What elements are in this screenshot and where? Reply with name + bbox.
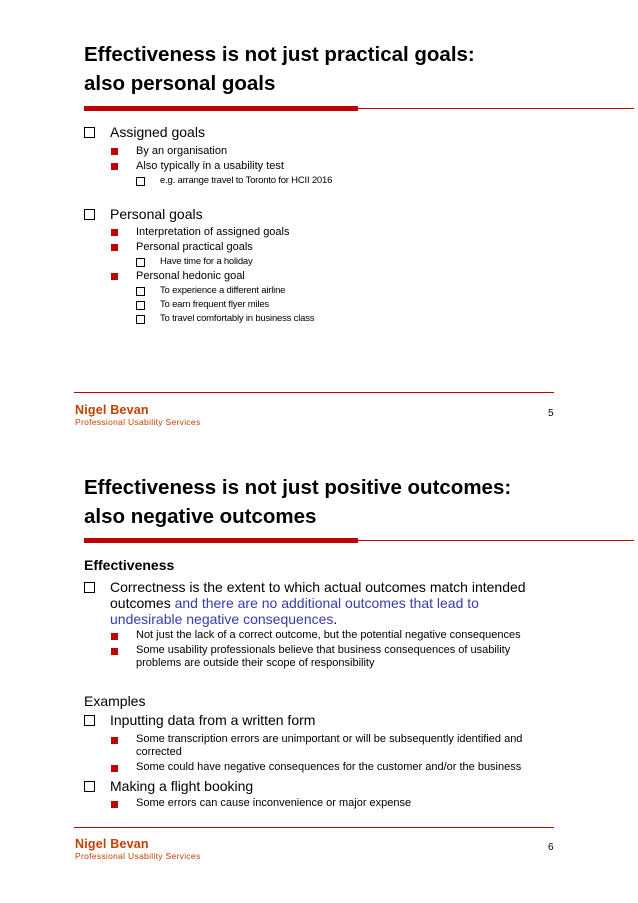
hollow-square-bullet-icon — [84, 582, 95, 593]
page-number: 6 — [548, 842, 554, 853]
logo-name: Nigel Bevan — [75, 403, 149, 417]
correctness-line-3b: . — [333, 611, 338, 627]
square-bullet-icon — [111, 801, 118, 808]
bullet-eg-arrange-travel: e.g. arrange travel to Toronto for HCII 2016 — [160, 175, 333, 186]
bullet-hedonic: Personal hedonic goal — [136, 270, 245, 282]
logo-name: Nigel Bevan — [75, 837, 149, 851]
bullet-also-typically: Also typically in a usability test — [136, 160, 284, 172]
logo-subtitle: Professional Usability Services — [75, 851, 201, 861]
bullet-personal-goals: Personal goals — [110, 206, 203, 222]
bullet-miles: To earn frequent flyer miles — [160, 299, 269, 310]
title-line-1: Effectiveness is not just practical goals: — [84, 43, 475, 66]
section-effectiveness: Effectiveness — [84, 557, 175, 573]
bullet-holiday: Have time for a holiday — [160, 256, 253, 267]
bullet-usability-professionals-line-1: Some usability professionals believe that business consequences of usability — [136, 644, 511, 656]
bullet-not-just-lack: Not just the lack of a correct outcome, but the potential negative consequences — [136, 629, 521, 641]
square-bullet-icon — [111, 648, 118, 655]
bullet-airline: To experience a different airline — [160, 285, 286, 296]
footer-logo — [75, 838, 201, 861]
bullet-business-class: To travel comfortably in business class — [160, 313, 315, 324]
hollow-square-bullet-icon — [84, 781, 95, 792]
correctness-line-3a: undesirable negative consequences — [110, 611, 334, 627]
bullet-inconvenience: Some errors can cause inconvenience or major expense — [136, 797, 412, 809]
bullet-transcription-errors — [136, 733, 522, 759]
bullet-flight-booking: Making a flight booking — [110, 778, 254, 794]
bullet-inputting-data: Inputting data from a written form — [110, 712, 316, 728]
correctness-line-2a: outcomes — [110, 595, 175, 611]
square-bullet-icon — [111, 737, 118, 744]
bullet-usability-professionals — [136, 644, 510, 670]
bullet-usability-professionals-line-2: problems are outside their scope of responsibility — [136, 657, 375, 669]
bullet-by-organisation: By an organisation — [136, 145, 228, 157]
title-underline-thin — [358, 540, 634, 541]
hollow-square-bullet-icon — [84, 715, 95, 726]
square-bullet-icon — [111, 765, 118, 772]
section-examples: Examples — [84, 693, 146, 709]
bullet-personal-practical: Personal practical goals — [136, 241, 253, 253]
slide-title — [84, 473, 511, 531]
bullet-assigned-goals: Assigned goals — [110, 124, 205, 140]
bullet-interpretation: Interpretation of assigned goals — [136, 226, 290, 238]
title-line-1: Effectiveness is not just positive outcomes: — [84, 476, 512, 499]
square-bullet-icon — [111, 633, 118, 640]
title-line-2: also personal goals — [84, 72, 276, 95]
bullet-negative-consequences: Some could have negative consequences for the customer and/or the business — [136, 761, 522, 773]
correctness-definition — [110, 579, 526, 627]
logo-subtitle: Professional Usability Services — [75, 417, 201, 427]
bullet-transcription-line-2: corrected — [136, 746, 182, 758]
bullet-transcription-line-1: Some transcription errors are unimportant or will be subsequently identified and — [136, 733, 523, 745]
page-number: 5 — [548, 408, 554, 419]
title-underline-thick — [84, 538, 358, 543]
correctness-line-2b: and there are no additional outcomes that lead to — [174, 595, 479, 611]
title-line-2: also negative outcomes — [84, 505, 317, 528]
correctness-line-1: Correctness is the extent to which actual outcomes match intended — [110, 579, 526, 595]
footer-divider — [74, 827, 554, 828]
